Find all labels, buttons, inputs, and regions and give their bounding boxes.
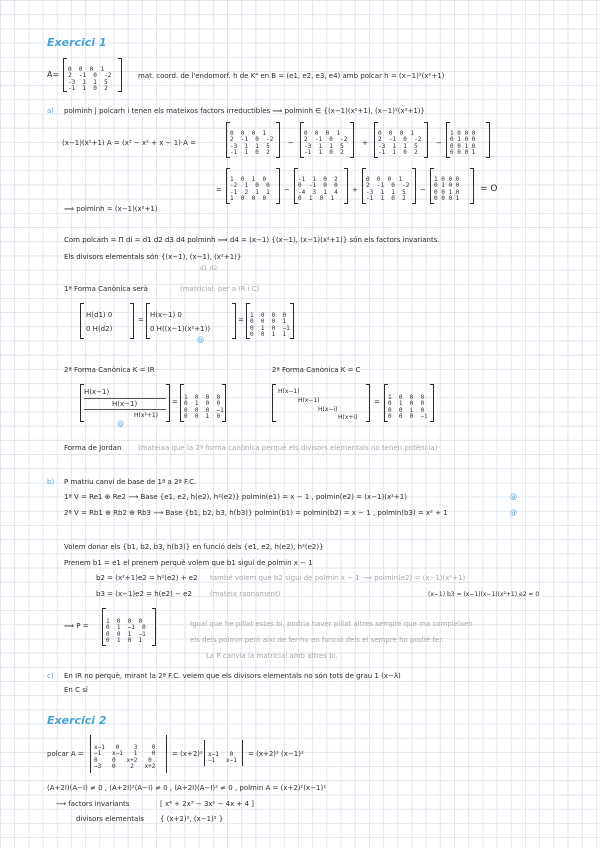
bracket-right: [276, 122, 280, 158]
op-minus: −: [288, 139, 294, 147]
factors-value: [ x⁴ + 2x³ − 3x² − 4x + 4 ]: [160, 800, 254, 808]
f2r-block-3: H(x²+1): [134, 412, 158, 419]
op-equals: =: [172, 398, 178, 406]
bracket-right: [424, 122, 428, 158]
exercise-1-title: Exercici 1: [47, 36, 107, 49]
b3-right: (x−1) b3 = (x−1)(x−1)(x²+1) e2 = 0: [428, 591, 540, 598]
volem-line: Volem donar els {b1, b2, b3, h(b3)} en funció dels {e1, e2, h(e2), h²(e2)}: [64, 543, 324, 551]
matrix-a: 0 0 0 1 2 -1 0 -2 -3 1 1 5 -1 1 0 2: [68, 65, 112, 93]
polmin-result: ⟹ polminh = (x−1)(x²+1): [64, 205, 158, 213]
part-b-tag: b): [47, 478, 55, 486]
forma2r-title: 2ª Forma Canònica K = IR: [64, 366, 155, 374]
bracket-right: [290, 303, 294, 339]
f2c-block-4: H(x+i): [338, 414, 358, 421]
f2r-grid-lines: [84, 398, 166, 399]
f2r-block-1: H(x−1): [84, 388, 110, 396]
det-bar-right: [242, 740, 243, 766]
bracket-left: [272, 384, 276, 422]
b2-line: 2ª V = Rb1 ⊕ Rb2 ⊕ Rb3 ⟶ Base {b1, b2, b3, h(b3)} polmin(b1) = polmin(b2) = x − 1 , polmin(b3) = x² + 1: [64, 509, 448, 517]
polcar-label: polcar A =: [47, 750, 84, 758]
op-equals: =: [216, 186, 222, 194]
matrix-a-1: 0 0 0 1 2 -1 0 -2 -3 1 1 5 -1 1 0 2: [378, 129, 422, 157]
matrix-row2-3: 0 0 0 1 2 -1 0 -2 -3 1 1 5 -1 1 0 2: [366, 175, 410, 203]
at-mark-icon: @: [197, 336, 204, 344]
b2-def: b2 = (x²+1)e2 = h²(e2) + e2: [96, 574, 198, 582]
intro-text: mat. coord. de l'endomorf. h de K⁴ en B = (e1, e2, e3, e4) amb polcar h = (x−1)²(x²+1): [138, 72, 445, 80]
b3-note: (mateix raonament): [210, 590, 281, 598]
det-1: x−1 0 3 0 −1 x−1 1 0 0 0 x+2 0 −3 0 2 x+2: [94, 743, 156, 771]
op-plus: +: [352, 186, 358, 194]
bracket-right: [152, 608, 156, 646]
op-minus: −: [420, 186, 426, 194]
f2r-res: 1 0 0 0 0 1 0 0 0 0 0 −1 0 0 1 0: [184, 393, 224, 421]
b1-line: 1ª V = Re1 ⊕ Re2 ⟶ Base {e1, e2, h(e2), h²(e2)} polmin(e1) = x − 1 , polmin(e2) = (x−1)(x²+1): [64, 493, 407, 501]
divisors-line: Els divisors elementals són {(x−1), (x−1), (x²+1)}: [64, 253, 242, 261]
conds-line: (A+2I)(A−I) ≠ 0 , (A+2I)²(A−I) ≠ 0 , (A+2I)(A−I)² ≠ 0 , polmin A = (x+2)²(x−1)²: [47, 784, 327, 792]
check-lhs: (x−1)(x²+1) A = (x³ − x² + x − 1)·A =: [62, 139, 196, 147]
p-note-3: La P canvia la matricial amb altres bi.: [206, 652, 338, 660]
factors-label: ⟶ factors invariants: [56, 800, 130, 808]
det-bar-left: [204, 740, 205, 766]
matrix-row2-1: 1 0 1 0 -2 1 0 0 -1 2 1 1 1 0 0 0: [230, 175, 270, 203]
part-b-text: P matriu canvi de base de 1ª a 2ª F.C.: [64, 478, 197, 486]
check-rhs: = O: [480, 184, 498, 194]
bracket-left: [63, 58, 67, 92]
f2r-grid-lines: [84, 409, 166, 410]
bracket-right: [222, 384, 226, 422]
part-c-text-2: En C sí: [64, 686, 88, 694]
f1-mid: H(x−1) 0 0 H((x−1)(x²+1)): [150, 311, 211, 333]
matrix-a-squared: 0 0 0 1 2 -1 0 -2 -3 1 1 5 -1 1 0 2: [304, 129, 348, 157]
matrix-identity: 1 0 0 0 0 1 0 0 0 0 1 0 0 0 0 1: [450, 129, 476, 157]
divisors-label: divisors elementals: [76, 815, 144, 823]
divisors-value: { (x+2)², (x−1)² }: [160, 815, 224, 823]
exercise-2-title: Exercici 2: [47, 714, 107, 727]
jordan-note: (mateixa que la 2ª forma canònica perquè els divisors elementals no tenen potència): [138, 444, 438, 452]
bracket-right: [366, 384, 370, 422]
det-2: x−1 0 −1 x−1: [208, 750, 237, 765]
op-plus: +: [362, 139, 368, 147]
p-label: ⟹ P =: [64, 622, 89, 630]
f1-mat: H(d1) 0 0 H(d2): [86, 311, 113, 333]
bracket-right: [344, 168, 348, 204]
bracket-right: [130, 303, 134, 339]
part-a-tag: a): [47, 107, 55, 115]
bracket-right: [166, 384, 170, 422]
matrix-a-cubed: 0 0 0 1 2 -1 0 -2 -3 1 1 5 -1 1 0 2: [230, 129, 274, 157]
op-equals: =: [238, 316, 244, 324]
part-a-text: polminh | polcarh i tenen els mateixos factors irreductibles ⟹ polminh ∈ {(x−1)(x²+1), (x−1)²(x²+1)}: [64, 107, 425, 115]
b3-def: b3 = (x−1)e2 = h(e2) − e2: [96, 590, 192, 598]
det-res: = (x+2)² (x−1)²: [248, 750, 304, 758]
matrix-identity-2: 1 0 0 0 0 1 0 0 0 0 1 0 0 0 0 1: [434, 175, 460, 203]
jordan-line: Forma de Jordan: [64, 444, 122, 452]
prenem-line: Prenem b1 = e1 el prenem perquè volem que b1 sigui de polmin x − 1: [64, 559, 313, 567]
b2-note: també volem que b2 sigui de polmin x − 1 ⟶ polmin(e2) = (x−1)(x²+1): [210, 574, 466, 582]
f2c-block-2: H(x−1): [298, 397, 320, 404]
bracket-right: [412, 168, 416, 204]
op-minus: −: [436, 139, 442, 147]
bracket-left: [80, 303, 84, 339]
forma2c-title: 2ª Forma Canònica K = C: [272, 366, 361, 374]
forma1-note: (matricial, per a IR i C): [180, 285, 260, 293]
at-mark-icon: @: [117, 420, 124, 428]
bracket-right: [232, 303, 236, 339]
matrix-row2-2: -1 1 0 2 0 -1 0 0 -4 3 1 4 0 1 0 1: [298, 175, 338, 203]
bracket-right: [430, 384, 434, 422]
p-note-2: els dels polmin però així de fer-ho en funció dels ei sempre ho podré fer.: [190, 636, 444, 644]
f2c-res: 1 0 0 0 0 1 0 0 0 0 i 0 0 0 0 −i: [388, 393, 428, 421]
op-equals: =: [138, 316, 144, 324]
det-bar-right: [166, 735, 167, 773]
d-labels: d1 d2: [200, 265, 218, 272]
at-mark-icon: @: [510, 509, 517, 517]
p-note-1: Igual que he pillat estes bi, podria haver pillat altres sempre que ma compleixen: [190, 620, 473, 628]
forma1-title: 1ª Forma Canònica serà: [64, 285, 148, 293]
f2r-block-2: H(x−1): [112, 400, 138, 408]
com-line: Com polcarh = Π di = d1 d2 d3 d4 polminh ⟹ d4 = (x−1) {(x−1), (x−1)(x²+1)} són els factors invariants.: [64, 236, 440, 244]
op-minus: −: [284, 186, 290, 194]
f2c-block-3: H(x−i): [318, 406, 338, 413]
det-bar-left: [90, 735, 91, 773]
matrix-a-label: A=: [47, 70, 60, 79]
bracket-right: [118, 58, 122, 92]
at-mark-icon: @: [510, 493, 517, 501]
f1-res: 1 0 0 0 0 0 0 1 0 1 0 −1 0 0 1 1: [250, 311, 290, 339]
bracket-right: [276, 168, 280, 204]
bracket-right: [486, 122, 490, 158]
f2c-block-1: H(x−1): [278, 388, 300, 395]
part-c-text: En IR no perquè, mirant la 2ª F.C. veiem que els divisors elementals no són tots de grau 1 (x−λ): [64, 672, 401, 680]
op-equals: =: [374, 398, 380, 406]
bracket-right: [350, 122, 354, 158]
bracket-right: [470, 168, 474, 204]
matrix-p: 1 0 0 0 0 1 −1 0 0 0 1 −1 0 1 0 1: [106, 617, 146, 645]
det-eq: = (x+2)²: [172, 750, 203, 758]
part-c-tag: c): [47, 672, 54, 680]
